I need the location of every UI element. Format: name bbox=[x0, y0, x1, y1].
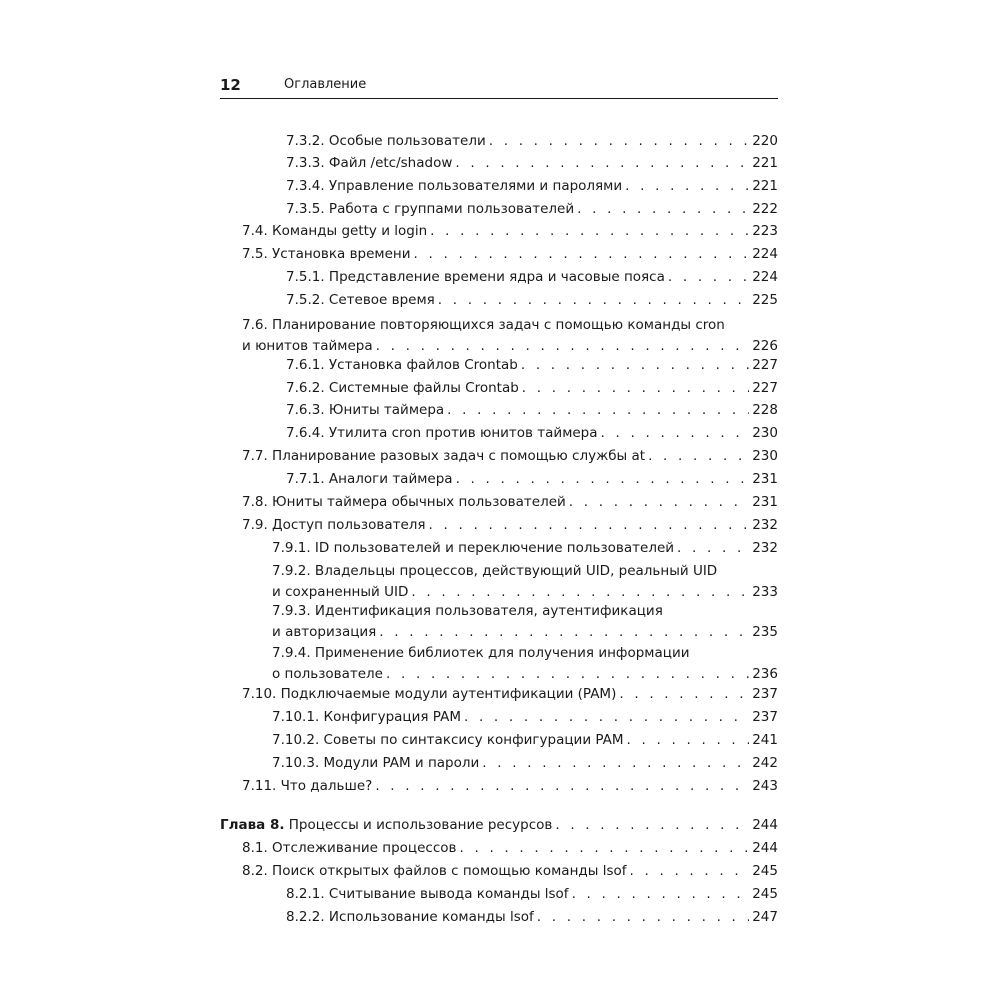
dot-leader bbox=[572, 884, 749, 905]
toc-entry-title: 7.9.2. Владельцы процессов, действующий UID, реальный UID bbox=[272, 563, 718, 579]
dot-leader bbox=[648, 446, 749, 467]
toc-entry bbox=[286, 378, 778, 399]
toc-entry-page: 245 bbox=[752, 863, 778, 879]
toc-entry-page: 228 bbox=[752, 402, 778, 418]
toc-entry bbox=[286, 469, 778, 490]
toc-entry-title: 8.2.1. Считывание вывода команды lsof bbox=[286, 886, 569, 902]
toc-entry-page: 247 bbox=[752, 909, 778, 925]
dot-leader bbox=[489, 131, 749, 152]
toc-entry-title-continued: и авторизация bbox=[272, 624, 377, 640]
dot-leader bbox=[438, 290, 749, 311]
toc-entry-title: 7.3.3. Файл /etc/shadow bbox=[286, 155, 453, 171]
toc-entry bbox=[272, 707, 778, 728]
toc-entry-title: 7.6. Планирование повторяющихся задач с помощью команды cron bbox=[242, 317, 725, 333]
toc-entry-title: 7.8. Юниты таймера обычных пользователей bbox=[242, 494, 566, 510]
toc-entry-page: 224 bbox=[752, 246, 778, 262]
dot-leader bbox=[411, 582, 749, 603]
toc-entry-title: 7.6.4. Утилита cron против юнитов таймера bbox=[286, 425, 598, 441]
dot-leader bbox=[375, 776, 749, 797]
dot-leader bbox=[577, 199, 749, 220]
toc-entry-page: 231 bbox=[752, 471, 778, 487]
toc-entry-title: 7.10.1. Конфигурация PAM bbox=[272, 709, 461, 725]
toc-entry-page: 230 bbox=[752, 425, 778, 441]
toc-entry-page: 233 bbox=[752, 584, 778, 600]
toc-entry-title: 7.10.3. Модули PAM и пароли bbox=[272, 755, 480, 771]
toc-entry-title: 7.4. Команды getty и login bbox=[242, 223, 428, 239]
toc-chapter-entry bbox=[220, 815, 778, 836]
toc-entry-title: 7.3.5. Работа с группами пользователей bbox=[286, 201, 575, 217]
toc-entry bbox=[242, 492, 778, 513]
toc-entry bbox=[286, 153, 778, 174]
dot-leader bbox=[464, 707, 749, 728]
toc-entry bbox=[242, 684, 778, 705]
toc-entry bbox=[286, 423, 778, 444]
toc-entry-page: 242 bbox=[752, 755, 778, 771]
toc-entry-title: 7.9. Доступ пользователя bbox=[242, 517, 426, 533]
toc-entry bbox=[272, 643, 778, 685]
dot-leader bbox=[376, 336, 749, 357]
toc-entry-title: 8.2. Поиск открытых файлов с помощью команды lsof bbox=[242, 863, 627, 879]
toc-entry bbox=[286, 884, 778, 905]
dot-leader bbox=[625, 176, 749, 197]
dot-leader bbox=[630, 861, 750, 882]
toc-entry-page: 224 bbox=[752, 269, 778, 285]
toc-entry-page: 243 bbox=[752, 778, 778, 794]
dot-leader bbox=[522, 378, 749, 399]
toc-entry-title: Процессы и использование ресурсов bbox=[288, 817, 553, 833]
toc-entry-page: 244 bbox=[752, 817, 778, 833]
toc-entry-title: 7.6.3. Юниты таймера bbox=[286, 402, 445, 418]
toc-entry bbox=[242, 515, 778, 536]
toc-entry bbox=[286, 199, 778, 220]
toc-entry-title: 7.5.1. Представление времени ядра и часовые пояса bbox=[286, 269, 665, 285]
toc-entry-page: 230 bbox=[752, 448, 778, 464]
toc-entry bbox=[286, 907, 778, 928]
chapter-label: Глава 8. bbox=[220, 817, 285, 833]
toc-entry bbox=[242, 861, 778, 882]
toc-entry bbox=[242, 315, 778, 357]
toc-entry-title-continued: и юнитов таймера bbox=[242, 338, 373, 354]
dot-leader bbox=[627, 730, 749, 751]
dot-leader bbox=[459, 838, 749, 859]
toc-entry-page: 231 bbox=[752, 494, 778, 510]
toc-entry-page: 232 bbox=[752, 517, 778, 533]
dot-leader bbox=[379, 622, 749, 643]
toc-entry bbox=[242, 221, 778, 242]
dot-leader bbox=[447, 400, 749, 421]
toc-entry-page: 223 bbox=[752, 223, 778, 239]
dot-leader bbox=[569, 492, 749, 513]
toc-entry bbox=[286, 131, 778, 152]
toc-entry bbox=[286, 267, 778, 288]
toc-entry-title: 7.6.1. Установка файлов Crontab bbox=[286, 357, 518, 373]
toc-entry-title-continued: и сохраненный UID bbox=[272, 584, 409, 600]
toc-entry-page: 232 bbox=[752, 540, 778, 556]
toc-entry bbox=[272, 601, 778, 643]
toc-entry bbox=[272, 753, 778, 774]
toc-entry-title: 7.6.2. Системные файлы Crontab bbox=[286, 380, 519, 396]
dot-leader bbox=[455, 153, 749, 174]
toc-entry-page: 227 bbox=[752, 380, 778, 396]
toc-entry-title: 7.3.4. Управление пользователями и паролями bbox=[286, 178, 623, 194]
toc-entry-page: 241 bbox=[752, 732, 778, 748]
dot-leader bbox=[677, 538, 749, 559]
toc-entry-page: 237 bbox=[752, 686, 778, 702]
dot-leader bbox=[668, 267, 749, 288]
dot-leader bbox=[482, 753, 749, 774]
toc-entry-page: 221 bbox=[752, 155, 778, 171]
dot-leader bbox=[601, 423, 749, 444]
dot-leader bbox=[555, 815, 749, 836]
toc-entry bbox=[242, 838, 778, 859]
toc-entry-page: 220 bbox=[752, 133, 778, 149]
page-number: 12 bbox=[220, 76, 241, 94]
toc-entry-page: 225 bbox=[752, 292, 778, 308]
toc-entry bbox=[272, 538, 778, 559]
toc-entry-title: 7.9.1. ID пользователей и переключение пользователей bbox=[272, 540, 675, 556]
toc-entry-page: 244 bbox=[752, 840, 778, 856]
toc-entry-title: 7.9.4. Применение библиотек для получения информации bbox=[272, 645, 690, 661]
toc-entry-title-continued: о пользователе bbox=[272, 666, 383, 682]
toc-entry-page: 221 bbox=[752, 178, 778, 194]
toc-entry bbox=[286, 176, 778, 197]
dot-leader bbox=[430, 221, 749, 242]
toc-entry-title: 7.5. Установка времени bbox=[242, 246, 411, 262]
toc-entry-page: 236 bbox=[752, 666, 778, 682]
toc-entry-title: 7.9.3. Идентификация пользователя, аутентификация bbox=[272, 603, 663, 619]
running-title: Оглавление bbox=[284, 77, 367, 92]
dot-leader bbox=[521, 355, 749, 376]
toc-entry bbox=[286, 290, 778, 311]
toc-entry bbox=[242, 446, 778, 467]
toc-entry-page: 235 bbox=[752, 624, 778, 640]
toc-entry-page: 226 bbox=[752, 338, 778, 354]
toc-entry-title: 7.11. Что дальше? bbox=[242, 778, 373, 794]
dot-leader bbox=[386, 664, 749, 685]
toc-entry-page: 222 bbox=[752, 201, 778, 217]
toc-entry-page: 237 bbox=[752, 709, 778, 725]
dot-leader bbox=[414, 244, 749, 265]
toc-entry bbox=[242, 776, 778, 797]
toc-entry-page: 227 bbox=[752, 357, 778, 373]
toc-entry-title: 8.1. Отслеживание процессов bbox=[242, 840, 457, 856]
toc-entry-title: 7.7.1. Аналоги таймера bbox=[286, 471, 453, 487]
toc-entry bbox=[286, 400, 778, 421]
toc-entry bbox=[242, 244, 778, 265]
toc-entry bbox=[272, 730, 778, 751]
toc-entry-title: 7.10.2. Советы по синтаксису конфигурации PAM bbox=[272, 732, 624, 748]
dot-leader bbox=[537, 907, 749, 928]
toc-entry-title: 7.3.2. Особые пользователи bbox=[286, 133, 486, 149]
dot-leader bbox=[429, 515, 749, 536]
toc-entry bbox=[272, 561, 778, 603]
toc-entry-page: 245 bbox=[752, 886, 778, 902]
toc-entry bbox=[286, 355, 778, 376]
toc-entry-title: 7.5.2. Сетевое время bbox=[286, 292, 435, 308]
toc-entry-title: 8.2.2. Использование команды lsof bbox=[286, 909, 534, 925]
dot-leader bbox=[619, 684, 749, 705]
toc-entry-title: 7.7. Планирование разовых задач с помощью службы at bbox=[242, 448, 646, 464]
dot-leader bbox=[456, 469, 749, 490]
toc-entry-title: 7.10. Подключаемые модули аутентификации (PAM) bbox=[242, 686, 617, 702]
